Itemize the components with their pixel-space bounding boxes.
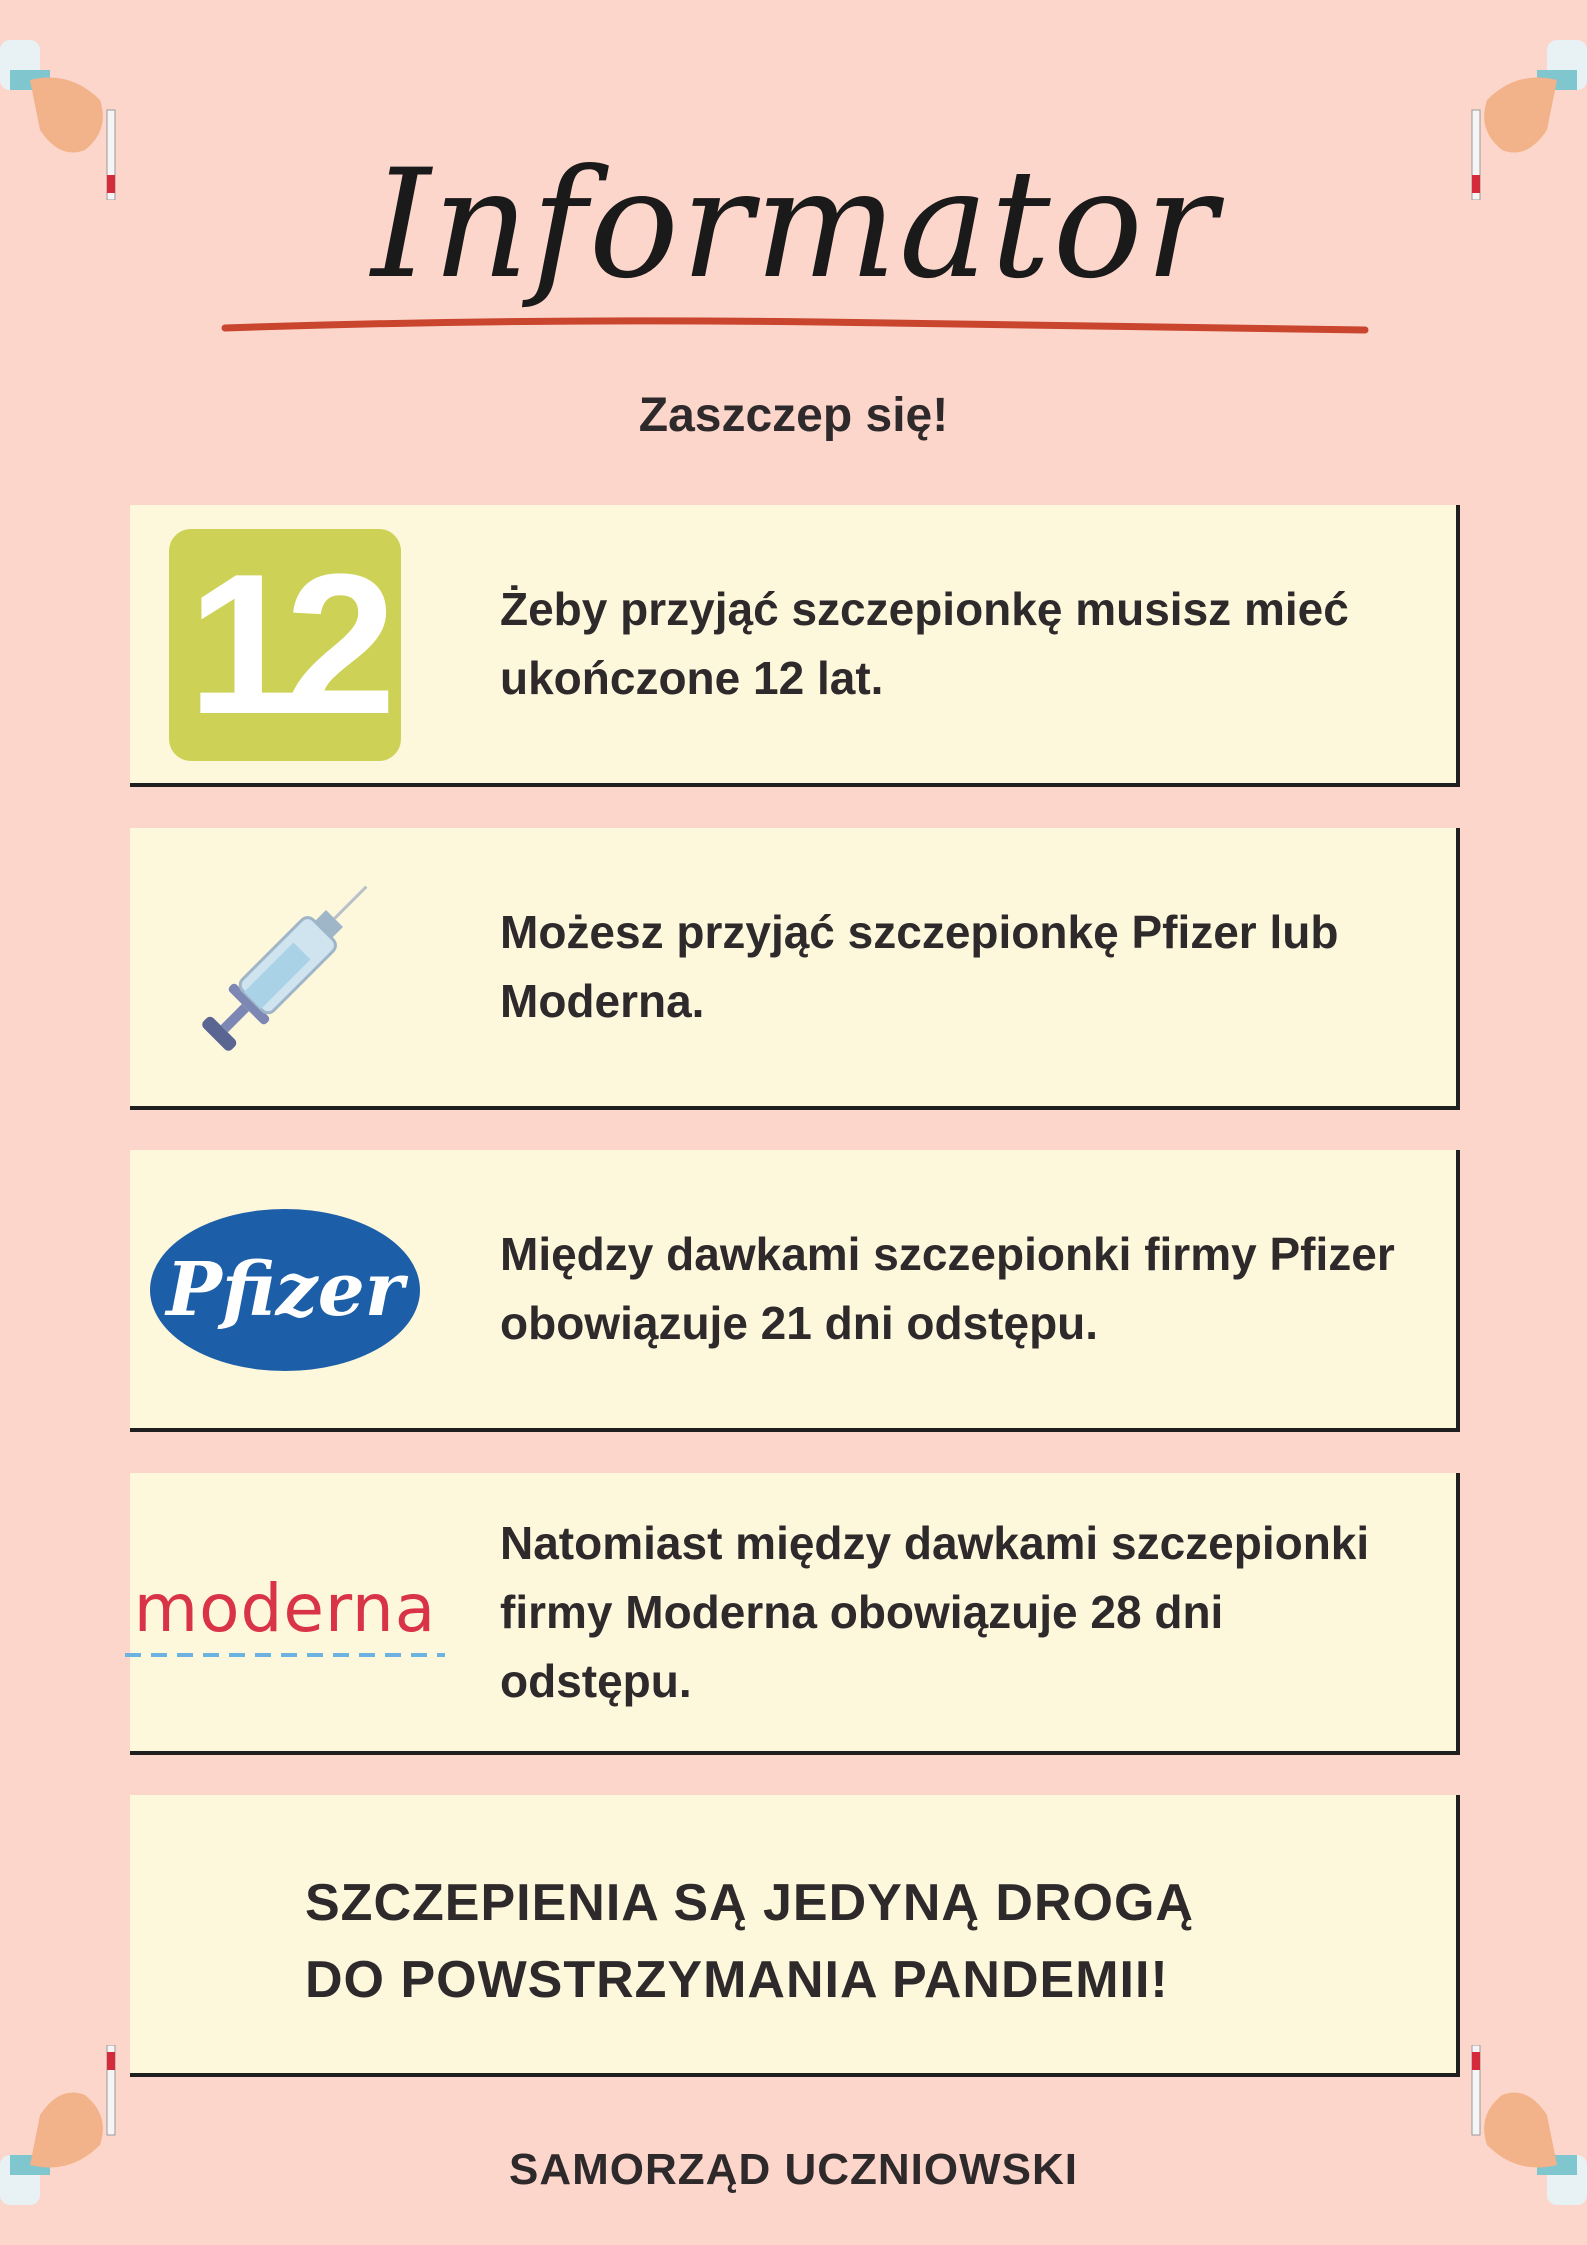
syringe-icon bbox=[150, 848, 420, 1088]
number-12-badge bbox=[150, 525, 420, 765]
title-block bbox=[220, 138, 1370, 410]
footer-signature: SAMORZĄD UCZNIOWSKI bbox=[509, 2145, 1078, 2194]
pfizer-logo bbox=[150, 1170, 420, 1410]
moderna-logo-underline bbox=[125, 1653, 445, 1657]
card-text: Natomiast między dawkami szczepionki firmy Moderna obowiązuje 28 dni odstępu. bbox=[500, 1516, 1370, 1707]
moderna-logo bbox=[133, 1493, 437, 1733]
moderna-logo-text: moderna bbox=[133, 1569, 437, 1647]
page-title: Informator bbox=[371, 138, 1219, 312]
info-card-age bbox=[130, 505, 1460, 787]
hand-syringe-icon bbox=[1457, 0, 1587, 200]
card-text: Możesz przyjąć szczepionkę Pfizer lub Moderna. bbox=[500, 906, 1339, 1027]
page-subtitle: Zaszczep się! bbox=[638, 389, 949, 442]
final-message-line-1: SZCZEPIENIA SĄ JEDYNĄ DROGĄ bbox=[305, 1874, 1194, 1932]
info-card-vaccines bbox=[130, 828, 1460, 1110]
card-text: Między dawkami szczepionki firmy Pfizer obowiązuje 21 dni odstępu. bbox=[500, 1228, 1395, 1349]
title-underline bbox=[220, 310, 1370, 340]
info-card-pfizer bbox=[130, 1150, 1460, 1432]
badge-number: 12 bbox=[169, 529, 401, 761]
final-message-line-2: DO POWSTRZYMANIA PANDEMII! bbox=[305, 1951, 1169, 2009]
card-text: Żeby przyjąć szczepionkę musisz mieć ukończone 12 lat. bbox=[500, 583, 1349, 704]
final-message-card bbox=[130, 1795, 1460, 2077]
pfizer-logo-text: Pfizer bbox=[150, 1209, 420, 1371]
info-card-moderna bbox=[130, 1473, 1460, 1755]
hand-syringe-icon bbox=[0, 0, 130, 200]
